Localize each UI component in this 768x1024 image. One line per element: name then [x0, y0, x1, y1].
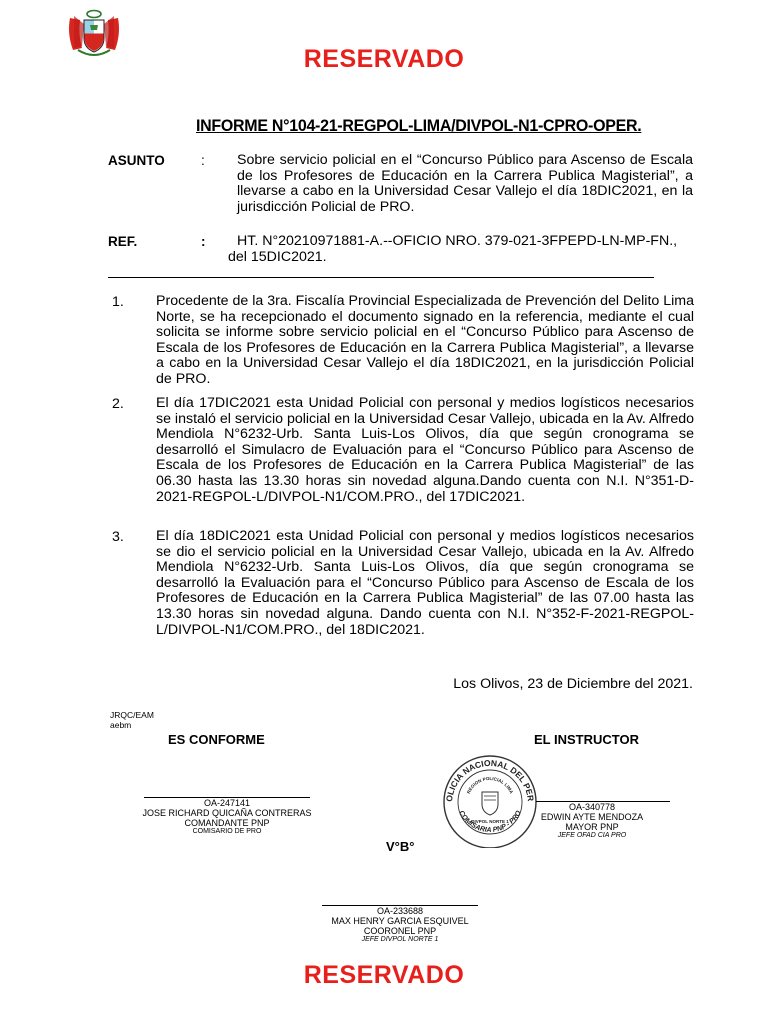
- center-signature-code: OA-233688: [376, 906, 424, 916]
- right-signature-block: [520, 802, 664, 840]
- ref-line-1: HT. N°20210971881-A.--OFICIO NRO. 379-021-3FPEPD-LN-MP-FN.,: [237, 233, 678, 249]
- center-signature-rank: COORONEL PNP: [363, 926, 437, 936]
- stamp-bottom-text: COMISARIA PNP - PRO: [457, 809, 523, 835]
- ref-colon: :: [201, 234, 206, 249]
- paragraph-2-text: El día 17DIC2021 esta Unidad Policial con personal y medios logísticos necesarios se instaló el servicio policial en la Universidad Cesar Vallejo, ubicada en la Av. Alfredo Mendiola N°6232-Urb. Santa Luis-Los Olivos, día que según cronograma se desarrolló el Simulacro de Evaluación para el “Concurso Público para Ascenso de Escala de los Profesores de Educación en la Carrera Publica Magisterial” de las 06.30 hasta las 13.30 horas sin novedad alguna.Dando cuenta con N.I. N°351-D-2021-REGPOL-L/DIVPOL-N1/COM.PRO., del 17DIC2021.: [156, 395, 694, 505]
- left-signature-post: COMISARIO DE PRO: [192, 828, 262, 835]
- right-signature-code: OA-340778: [568, 802, 616, 812]
- left-signature-name: JOSE RICHARD QUICAÑA CONTRERAS: [142, 808, 312, 818]
- separator-line: [108, 277, 654, 278]
- ref-line-2: del 15DIC2021.: [228, 249, 327, 265]
- asunto-text: Sobre servicio policial en el “Concurso Público para Ascenso de Escala de los Profesores de Educación en la Carrera Publica Magisterial”, a llevarse a cabo en la Universidad Cesar Vallejo el día 18DIC2021, en la jurisdicción Policial de PRO.: [237, 152, 693, 215]
- vb-heading: V°B°: [386, 839, 415, 854]
- stamp-outer-text: OLICIA NACIONAL DEL PER: [443, 757, 536, 803]
- asunto-colon: :: [201, 153, 205, 168]
- center-signature-post: JEFE DIVPOL NORTE 1: [361, 936, 439, 943]
- paragraph-3-number: 3.: [112, 529, 124, 545]
- asunto-label: ASUNTO: [108, 153, 165, 168]
- date-line: Los Olivos, 23 de Diciembre del 2021.: [453, 676, 693, 692]
- paragraph-1-number: 1.: [112, 294, 124, 310]
- initials-line-1: JRQC/EAM: [110, 710, 154, 720]
- right-signature-name: EDWIN AYTE MENDOZA: [540, 812, 644, 822]
- paragraph-2-number: 2.: [112, 396, 124, 412]
- ref-label: REF.: [108, 234, 138, 249]
- stamp-inner-bottom-text: DIVPOL NORTE 1: [471, 819, 509, 824]
- left-signature-rank: COMANDANTE PNP: [184, 818, 270, 828]
- reservado-header: RESERVADO: [303, 45, 465, 73]
- paragraph-3-text: El día 18DIC2021 esta Unidad Policial con personal y medios logísticos necesarios se dio el servicio policial en la Universidad Cesar Vallejo, ubicada en la Av. Alfredo Mendiola N°6232-Urb. Santa Luis-Los Olivos, día que según cronograma se desarrolló la Evaluación para el “Concurso Público para Ascenso de Escala de los Profesores de Educación en la Carrera Publica Magisterial” de las 07.00 hasta las 13.30 horas sin novedad alguna. Dando cuenta con N.I. N°352-F-2021-REGPOL-L/DIVPOL-N1/COM.PRO., del 18DIC2021.: [156, 528, 694, 638]
- es-conforme-heading: ES CONFORME: [168, 732, 265, 747]
- stamp-inner-top-text: REGION POLICIAL LIMA: [465, 775, 515, 795]
- left-signature-block: [120, 798, 334, 836]
- paragraph-1-text: Procedente de la 3ra. Fiscalía Provincial Especializada de Prevención del Delito Lima Norte, se ha recepcionado el documento signado en la referencia, mediante el cual solicita se informe sobre servicio policial en el “Concurso Público para Ascenso de Escala de los Profesores de Educación en la Carrera Publica Magisterial”, a llevarse a cabo en la Universidad Cesar Vallejo el día 18DIC2021, en la jurisdicción Policial de PRO.: [156, 293, 694, 387]
- report-title: INFORME N°104-21-REGPOL-LIMA/DIVPOL-N1-CPRO-OPER.: [196, 116, 642, 135]
- initials-line-2: aebm: [110, 720, 132, 730]
- center-signature-block: [300, 906, 500, 944]
- center-signature-name: MAX HENRY GARCIA ESQUIVEL: [331, 916, 469, 926]
- el-instructor-heading: EL INSTRUCTOR: [534, 732, 639, 747]
- reservado-footer: RESERVADO: [303, 961, 465, 989]
- left-signature-code: OA-247141: [203, 798, 251, 808]
- right-signature-post: JEFE OFAD CIA PRO: [557, 832, 627, 839]
- right-signature-rank: MAYOR PNP: [565, 822, 619, 832]
